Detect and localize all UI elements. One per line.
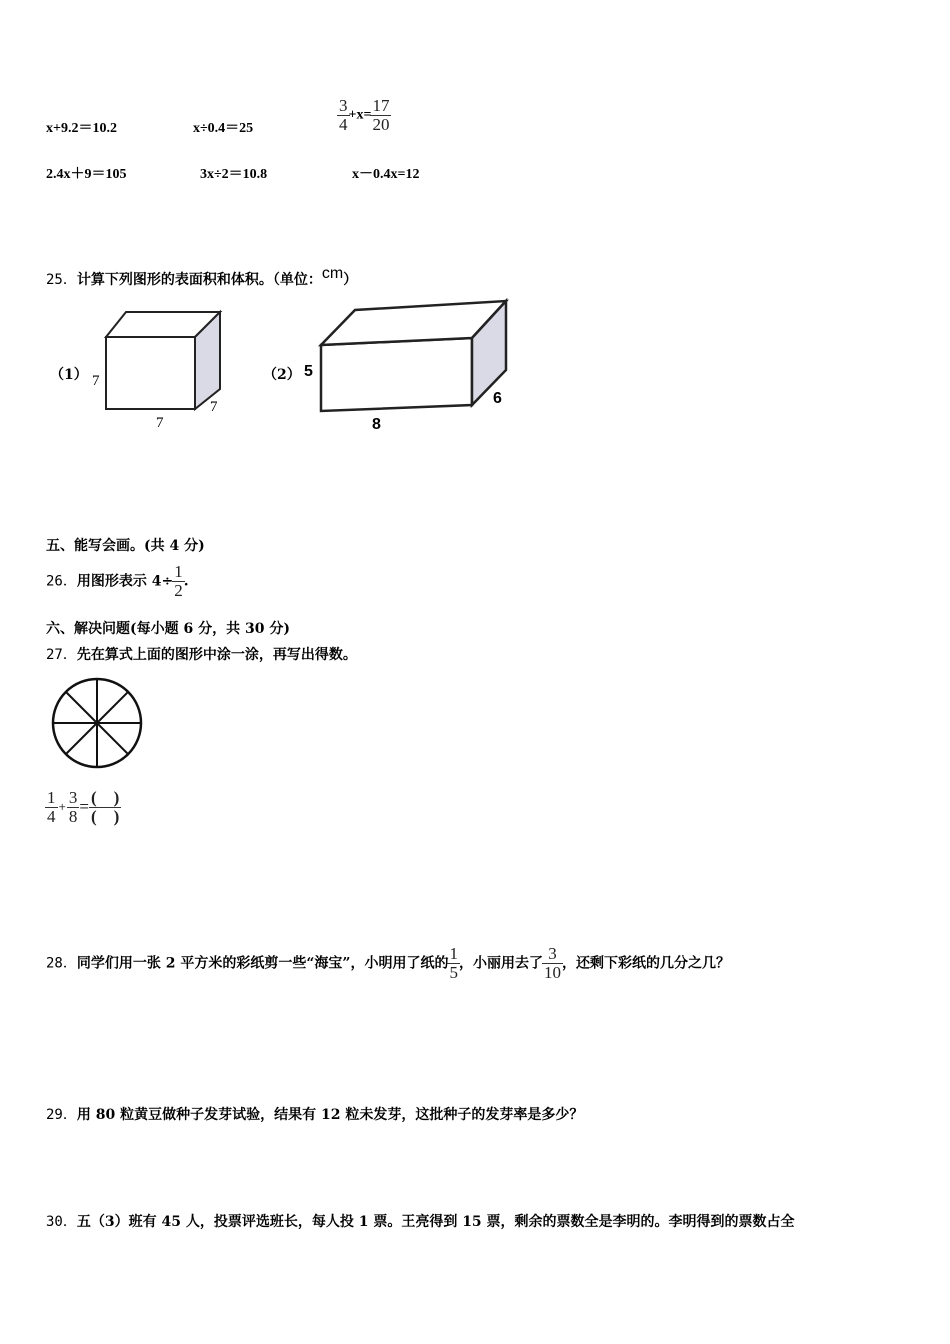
equation-4: 2.4x＋9＝105 xyxy=(46,167,127,182)
question-27: 27．先在算式上面的图形中涂一涂，再写出得数。 xyxy=(46,647,357,663)
cube-height-label: 7 xyxy=(92,373,100,389)
frac-numerator: 17 xyxy=(372,96,390,115)
frac-denominator: 2 xyxy=(174,580,183,600)
frac-numerator: 3 xyxy=(548,944,557,963)
frac-numerator: 3 xyxy=(339,96,348,115)
frac-denominator: 20 xyxy=(372,114,390,134)
frac-denominator: 4 xyxy=(47,806,56,826)
question-25: 25．计算下列图形的表面积和体积。（单位：cm） xyxy=(46,265,358,288)
cube-length-label: 7 xyxy=(156,415,164,431)
plus-sign: + xyxy=(58,799,66,815)
unit-label: cm xyxy=(321,265,344,282)
figure-1-label: （1） xyxy=(50,367,88,383)
cuboid-figure xyxy=(300,298,520,438)
frac-numerator: 1 xyxy=(174,562,183,581)
answer-denominator-blank: ( ) xyxy=(90,806,120,826)
answer-numerator-blank: ( ) xyxy=(90,788,120,807)
section-6-title: 六、解决问题(每小题 6 分，共 30 分) xyxy=(46,621,290,637)
equation-5: 3x÷2＝10.8 xyxy=(200,167,268,182)
circle-eighths-figure xyxy=(50,678,145,770)
frac-numerator: 1 xyxy=(449,944,458,963)
figure-2-label: （2） xyxy=(263,367,301,383)
question-29: 29．用 80 粒黄豆做种子发芽试验，结果有 12 粒未发芽，这批种子的发芽率是多少？ xyxy=(46,1107,584,1123)
equals-sign: = xyxy=(79,797,89,817)
frac-denominator: 4 xyxy=(339,114,348,134)
equation-1: x+9.2＝10.2 xyxy=(46,121,117,136)
cube-width-label: 7 xyxy=(210,399,218,415)
question-26: 26．用图形表示 4÷ $\frac{1}{2}$ . xyxy=(46,562,189,600)
frac-denominator: 8 xyxy=(68,806,78,826)
equation-2: x÷0.4＝25 xyxy=(193,121,254,136)
fraction-sum-expression xyxy=(46,789,120,826)
equation-6: x－0.4x=12 xyxy=(352,167,420,182)
equation-operator: +x= xyxy=(348,107,372,123)
frac-denominator: 5 xyxy=(449,962,458,982)
frac-numerator: 1 xyxy=(47,788,56,807)
question-30: 30．五（3）班有 45 人，投票评选班长，每人投 1 票。王亮得到 15 票，剩余的票数全是李明的。李明得到的票数占全 xyxy=(46,1214,795,1230)
section-5-title: 五、能写会画。(共 4 分) xyxy=(46,538,205,554)
cuboid-height-label: 5 xyxy=(304,363,313,380)
cuboid-length-label: 8 xyxy=(372,416,381,433)
cube-figure xyxy=(90,305,240,435)
cuboid-width-label: 6 xyxy=(493,390,502,407)
equation-3 xyxy=(338,97,390,134)
frac-denominator: 10 xyxy=(543,962,561,982)
frac-numerator: 3 xyxy=(68,788,78,807)
question-28: 28．同学们用一张 2 平方米的彩纸剪一些“海宝”，小明用了纸的 $\frac{1}{5}$ ，小丽用去了 $\frac{3}{10}$ ，还剩下彩纸的几分之几？ xyxy=(46,944,730,982)
